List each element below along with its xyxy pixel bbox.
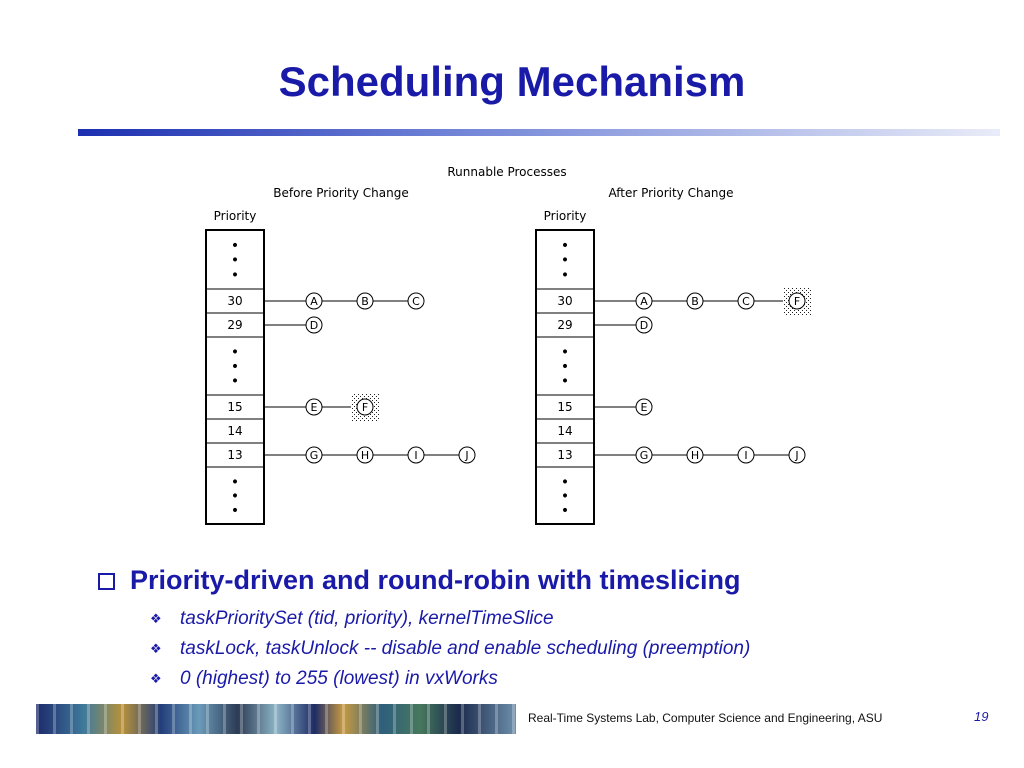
priority-value: 14 <box>227 424 243 438</box>
diagram-heading: Runnable Processes <box>447 165 567 179</box>
title-divider <box>78 129 1000 136</box>
task-label: D <box>639 319 649 332</box>
ellipsis-dot: • <box>230 344 240 361</box>
priority-queue-panel <box>536 186 811 524</box>
sub-bullet-list <box>150 604 750 694</box>
priority-column-label: Priority <box>213 209 257 223</box>
priority-value: 29 <box>557 318 573 332</box>
priority-value: 15 <box>227 400 243 414</box>
priority-queue-panel <box>206 186 475 524</box>
task-label: D <box>309 319 319 332</box>
runnable-processes-diagram <box>0 150 1024 535</box>
task-label: H <box>360 449 370 462</box>
task-label: E <box>640 401 648 414</box>
ellipsis-dot: • <box>560 474 570 491</box>
ellipsis-dot: • <box>230 488 240 505</box>
footer-image-strip <box>36 704 516 734</box>
ellipsis-dot: • <box>230 474 240 491</box>
priority-value: 13 <box>227 448 243 462</box>
page-number: 19 <box>974 709 989 724</box>
ellipsis-dot: • <box>560 344 570 361</box>
sub-bullet <box>150 604 750 634</box>
task-label: G <box>309 449 319 462</box>
sub-bullet-text: 0 (highest) to 255 (lowest) in vxWorks <box>180 668 498 689</box>
panel-caption: After Priority Change <box>608 186 734 200</box>
priority-value: 14 <box>557 424 573 438</box>
diamond-bullet-icon: ❖ <box>150 671 162 686</box>
task-label: B <box>361 295 369 308</box>
ellipsis-dot: • <box>230 359 240 375</box>
task-label: I <box>414 449 418 462</box>
ellipsis-dot: • <box>560 359 570 375</box>
ellipsis-dot: • <box>560 267 570 284</box>
footer-text: Real-Time Systems Lab, Computer Science and Engineering, ASU <box>528 711 883 725</box>
square-bullet-icon <box>98 573 115 590</box>
task-label: F <box>361 401 369 414</box>
bullet-list <box>98 565 750 694</box>
task-label: J <box>465 449 469 462</box>
priority-value: 30 <box>227 294 243 308</box>
main-bullet <box>98 565 750 596</box>
ellipsis-dot: • <box>230 267 240 284</box>
task-label: C <box>412 295 420 308</box>
ellipsis-dot: • <box>230 373 240 390</box>
task-label: F <box>793 295 801 308</box>
ellipsis-dot: • <box>230 252 240 269</box>
ellipsis-dot: • <box>230 237 240 254</box>
main-bullet-text: Priority-driven and round-robin with timeslicing <box>130 565 741 595</box>
priority-value: 13 <box>557 448 573 462</box>
diamond-bullet-icon: ❖ <box>150 611 162 626</box>
task-label: A <box>310 295 318 308</box>
ellipsis-dot: • <box>230 502 240 519</box>
ellipsis-dot: • <box>560 237 570 254</box>
task-label: C <box>742 295 750 308</box>
sub-bullet-text: taskPrioritySet (tid, priority), kernelTimeSlice <box>180 608 554 629</box>
task-label: J <box>795 449 799 462</box>
slide-title: Scheduling Mechanism <box>278 58 746 105</box>
ellipsis-dot: • <box>560 373 570 390</box>
task-label: E <box>310 401 318 414</box>
task-label: I <box>744 449 748 462</box>
task-label: B <box>691 295 699 308</box>
panel-caption: Before Priority Change <box>273 186 409 200</box>
priority-column-label: Priority <box>543 209 587 223</box>
task-label: H <box>690 449 700 462</box>
sub-bullet <box>150 634 750 664</box>
priority-value: 30 <box>557 294 573 308</box>
sub-bullet <box>150 664 750 694</box>
priority-value: 29 <box>227 318 243 332</box>
task-label: A <box>640 295 648 308</box>
ellipsis-dot: • <box>560 502 570 519</box>
diamond-bullet-icon: ❖ <box>150 641 162 656</box>
sub-bullet-text: taskLock, taskUnlock -- disable and enable scheduling (preemption) <box>180 638 751 659</box>
task-label: G <box>639 449 649 462</box>
priority-value: 15 <box>557 400 573 414</box>
ellipsis-dot: • <box>560 488 570 505</box>
ellipsis-dot: • <box>560 252 570 269</box>
